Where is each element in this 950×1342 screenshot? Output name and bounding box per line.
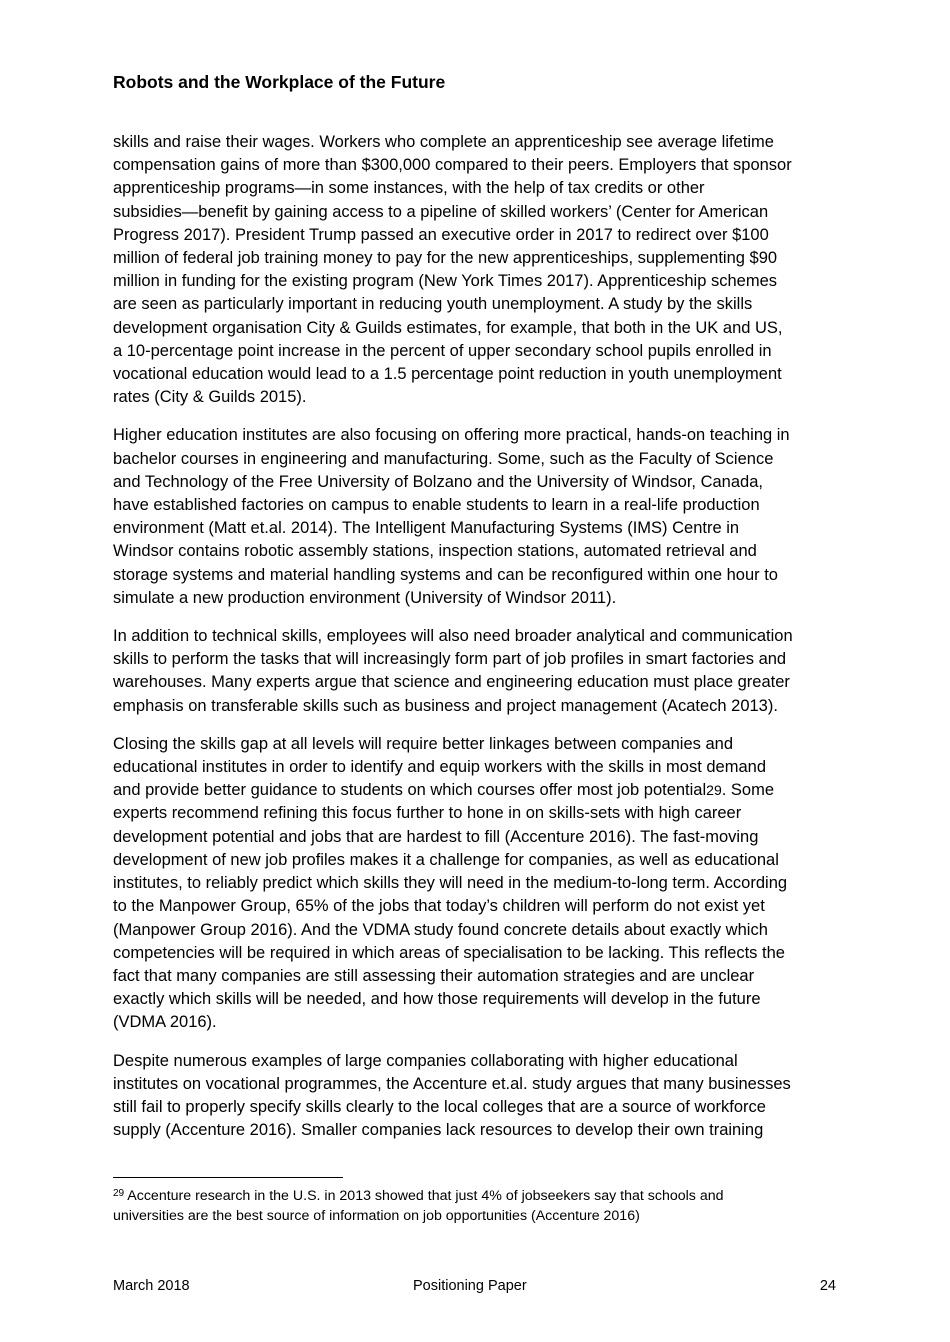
paragraph-broader-skills: [113, 625, 848, 718]
text-line: and Technology of the Free University of Bolzano and the University of Windsor, Canada,: [113, 472, 763, 491]
footer-date: March 2018: [113, 1278, 190, 1294]
text-line: In addition to technical skills, employees will also need broader analytical and communication: [113, 627, 793, 646]
footnote-line: universities are the best source of information on job opportunities (Accenture 2016): [113, 1208, 640, 1224]
text-line: warehouses. Many experts argue that science and engineering education must place greater: [113, 673, 790, 692]
text-line: institutes on vocational programmes, the Accenture et.al. study argues that many businesses: [113, 1074, 791, 1093]
text-line: bachelor courses in engineering and manufacturing. Some, such as the Faculty of Science: [113, 449, 774, 468]
page-footer: [113, 1278, 836, 1298]
text-line: to the Manpower Group, 65% of the jobs that today’s children will perform do not exist yet: [113, 897, 765, 916]
footnote-reference: 29: [706, 782, 722, 799]
text-line: have established factories on campus to enable students to learn in a real-life production: [113, 496, 760, 515]
text-line: (Manpower Group 2016). And the VDMA study found concrete details about exactly which: [113, 920, 768, 939]
text-line: experts recommend refining this focus further to hone in on skills-sets with high career: [113, 804, 742, 823]
text-line: educational institutes in order to identify and equip workers with the skills in most demand: [113, 758, 767, 777]
text-line: million in funding for the existing program (New York Times 2017). Apprenticeship schemes: [113, 272, 777, 291]
text-line: Progress 2017). President Trump passed an executive order in 2017 to redirect over $100: [113, 225, 769, 244]
text-line: exactly which skills will be needed, and how those requirements will develop in the future: [113, 990, 761, 1009]
text-line: fact that many companies are still assessing their automation strategies and are unclear: [113, 966, 755, 985]
text-line: rates (City & Guilds 2015).: [113, 388, 307, 407]
text-line: skills to perform the tasks that will increasingly form part of job profiles in smart factories and: [113, 650, 787, 669]
text-line: (VDMA 2016).: [113, 1013, 217, 1032]
paragraph-apprenticeships: [113, 131, 848, 409]
footer-document-type: Positioning Paper: [413, 1278, 527, 1294]
footnote-number: 29: [113, 1188, 125, 1199]
text-line: apprenticeship programs—in some instances, with the help of tax credits or other: [113, 179, 705, 198]
footnote: [113, 1184, 848, 1226]
text-line: are seen as particularly important in reducing youth unemployment. A study by the skills: [113, 295, 753, 314]
text-line: development of new job profiles makes it a challenge for companies, as well as educational: [113, 850, 779, 869]
text-fragment: . Some: [721, 781, 775, 800]
paragraph-collaboration: [113, 1050, 848, 1143]
paragraph-higher-education: [113, 424, 848, 610]
text-line: development organisation City & Guilds estimates, for example, that both in the UK and US,: [113, 318, 783, 337]
body-text: [113, 131, 848, 1157]
text-line: million of federal job training money to pay for the new apprenticeships, supplementing $90: [113, 249, 778, 268]
text-line: skills and raise their wages. Workers who complete an apprenticeship see average lifetime: [113, 133, 774, 151]
text-line: Higher education institutes are also focusing on offering more practical, hands-on teaching in: [113, 426, 790, 445]
text-line-with-footnote-ref: [113, 779, 848, 802]
footnote-line: [113, 1184, 848, 1206]
text-line: subsidies—benefit by gaining access to a pipeline of skilled workers’ (Center for American: [113, 202, 769, 221]
footnote-separator: [113, 1177, 343, 1178]
text-line: storage systems and material handling systems and can be reconfigured within one hour to: [113, 565, 778, 584]
page-title: Robots and the Workplace of the Future: [113, 72, 446, 92]
text-line: supply (Accenture 2016). Smaller companies lack resources to develop their own training: [113, 1121, 764, 1140]
footnote-text: Accenture research in the U.S. in 2013 showed that just 4% of jobseekers say that schools and: [124, 1188, 724, 1204]
text-line: Despite numerous examples of large companies collaborating with higher educational: [113, 1051, 738, 1070]
text-line: Windsor contains robotic assembly stations, inspection stations, automated retrieval and: [113, 542, 757, 561]
page-number: 24: [819, 1278, 836, 1294]
text-line: compensation gains of more than $300,000 compared to their peers. Employers that sponsor: [113, 156, 792, 175]
paragraph-skills-gap: [113, 733, 848, 1035]
text-line: vocational education would lead to a 1.5 percentage point reduction in youth unemployment: [113, 365, 782, 384]
text-line: still fail to properly specify skills clearly to the local colleges that are a source of workforce: [113, 1097, 766, 1116]
text-line: competencies will be required in which areas of specialisation to be lacking. This reflects the: [113, 943, 785, 962]
text-fragment: and provide better guidance to students on which courses offer most job potential: [113, 781, 707, 800]
text-line: environment (Matt et.al. 2014). The Intelligent Manufacturing Systems (IMS) Centre in: [113, 519, 740, 538]
text-line: Closing the skills gap at all levels will require better linkages between companies and: [113, 734, 733, 753]
text-line: simulate a new production environment (University of Windsor 2011).: [113, 588, 617, 607]
text-line: institutes, to reliably predict which skills they will need in the medium-to-long term. According: [113, 874, 788, 893]
text-line: emphasis on transferable skills such as business and project management (Acatech 2013).: [113, 696, 778, 715]
text-line: development potential and jobs that are hardest to fill (Accenture 2016). The fast-moving: [113, 827, 759, 846]
text-line: a 10-percentage point increase in the percent of upper secondary school pupils enrolled in: [113, 341, 772, 360]
